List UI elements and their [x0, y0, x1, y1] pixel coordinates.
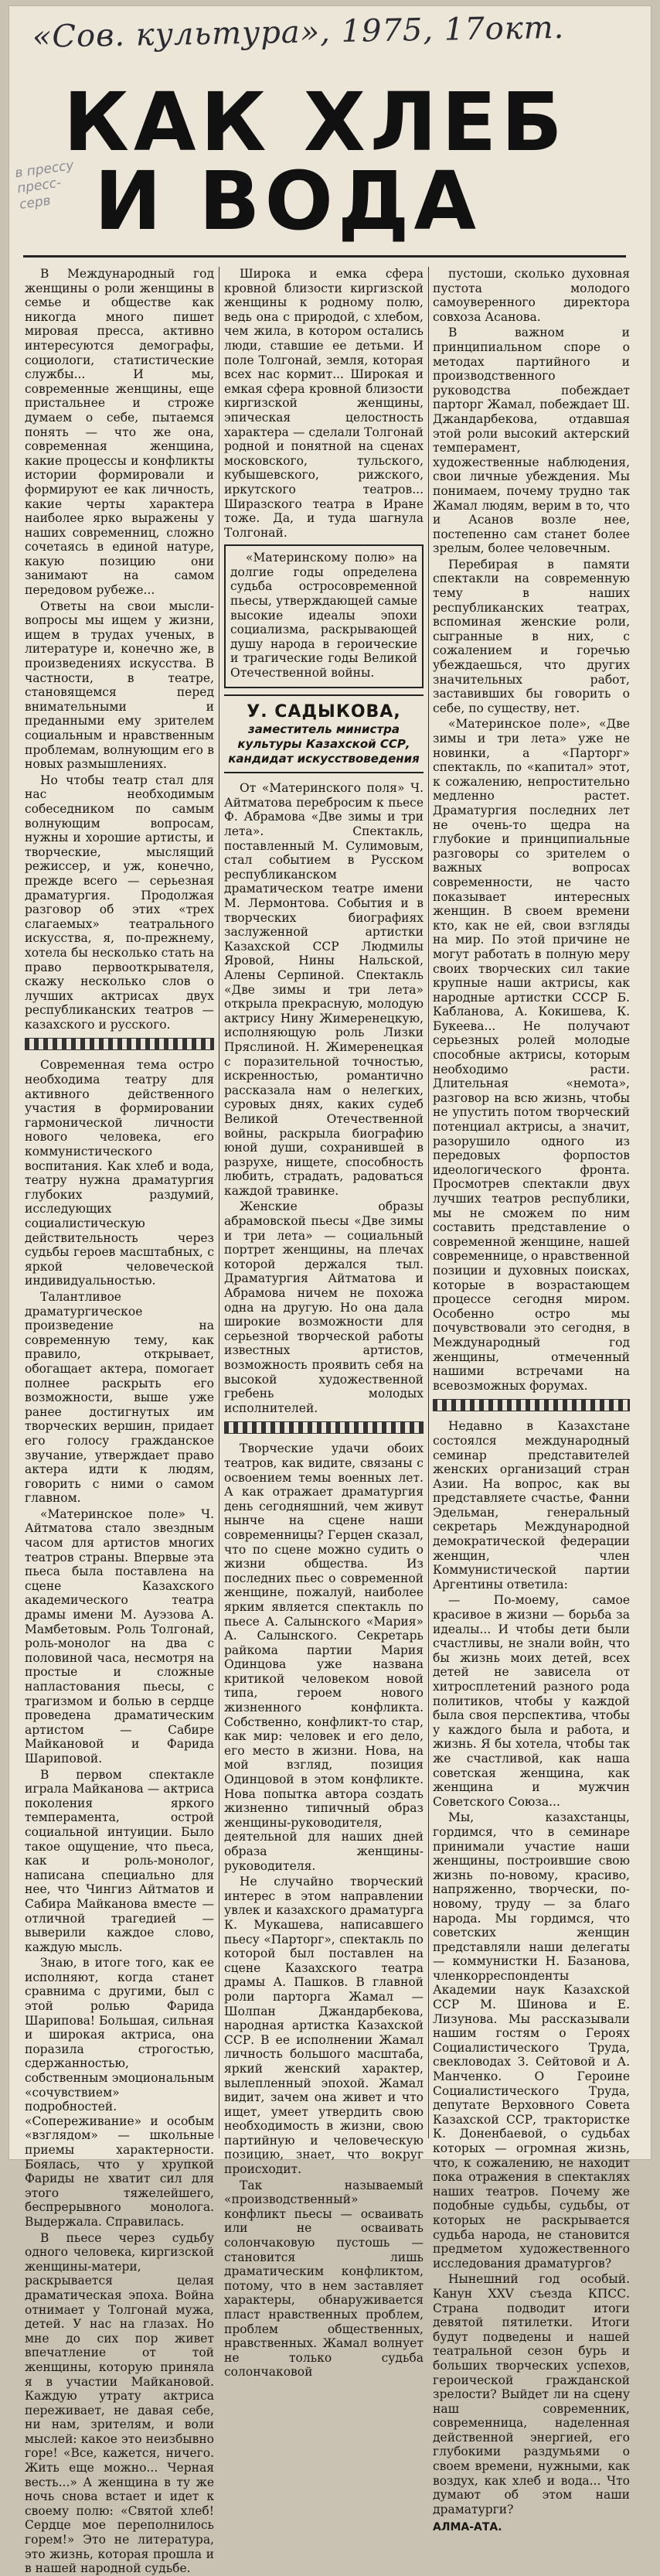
paragraph: Так называемый «производственный» конфликт пьесы — осваивать или не осваивать солончаковую пустошь — становится лишь драматическим конфликтом, потому, что в нем заставляет характеры, обнаруживается пласт нравственных проблем, проблем общественных, нравственных. Жамал волнует не только судьба солончаковой	[224, 2178, 424, 2380]
article-column-1	[25, 267, 214, 2576]
paragraph: В Международный год женщины о роли женщины в семье и обществе как никогда много пишет мировая пресса, активно интересуются демографы, социологи, статистические службы... И мы, современные женщины, еще пристальнее и строже думаем о себе, пытаемся понять — что же она, современная женщина, какие процессы и конфликты истории формировали и формируют ее как личность, какие черты характера наиболее ярко выражены у наших современниц, сложно сочетаясь в единой натуре, какую позицию они занимают на самом передовом рубеже...	[25, 267, 214, 598]
section-divider	[433, 1399, 630, 1411]
paragraph: Ответы на свои мысли-вопросы мы ищем у жизни, ищем в трудах ученых, в литературе и, конечно же, в произведениях искусства. В частности, в театре, становящемся перед внимательными и преданными ему зрителем социальным и нравственным проблемам, волнующим его в новых размышлениях.	[25, 599, 214, 772]
section-divider	[25, 1038, 214, 1050]
handwritten-source-note: «Сов. культура», 1975, 17окт.	[32, 9, 565, 55]
paragraph: Нынешний год особый. Канун XXV съезда КПСС. Страна подводит итоги девятой пятилетки. Итоги будут подведены и нашей театральной сезон бурь и больших творческих успехов, героической гражданской зрелости? Выйдет ли на сцену наш современник, современница, наделенная действенной энергией, его глубокими раздумьями о своем времени, нужными, как воздух, как хлеб и вода... Что думают об этом наши драматурги?	[433, 2272, 630, 2516]
paragraph: Недавно в Казахстане состоялся международный семинар представителей женских организаций стран Азии. На вопрос, как вы представляете счастье, Фанни Эдельман, генеральный секретарь Международной демократической федерации женщин, член Коммунистической партии Аргентины ответила:	[433, 1419, 630, 1592]
article-headline	[63, 75, 635, 261]
paragraph: Широка и емка сфера кровной близости киргизской женщины к родному полю, ведь она с природой, с хлебом, чем жила, в котором остались люди, ставшие ее детьми. И поле Толгонай, земля, которая всех нас кормит... Широкая и емкая сфера кровной близости киргизской женщины, эпическая целостность характера — сделали Толгонай родной и понятной на сценах московского, тульского, кубышевского, рижского, иркутского театров... Ширазского театра в Иране тоже. Да, и туда шагнула Толгонай.	[224, 267, 424, 540]
paragraph: Женские образы абрамовской пьесы «Две зимы и три лета» — социальный портрет женщины, на плечах которой держался тыл. Драматургия Айтматова и Абрамова ничем не похожа одна на другую. Но она дала широкие возможности для серьезной творческой работы известных артистов, возможность проявить себя на высокой художественной гребень молодых исполнителей.	[224, 1199, 424, 1415]
paragraph: Творческие удачи обоих театров, как видите, связаны с освоением темы военных лет. А как отражает драматургия день сегодняшний, чем живут нынче на сцене наши современницы? Герцен сказал, что по сцене можно судить о жизни общества. Из последних пьес о современной женщине, пожалуй, наиболее ярким является спектакль по пьесе А. Салынского «Мария» А. Салынского. Секретарь райкома партии Мария Одинцова уже названа критикой человеком новой типа, героем нового жизненного конфликта. Собственно, конфликт-то стар, как мир: человек и его дело, его место в жизни. Нова, на мой взгляд, позиция Одинцовой в этом конфликте. Нова попытка автора создать жизненно типичный образ женщины-руководителя, деятельной для наших дней образа женщины-руководителя.	[224, 1442, 424, 1873]
article-column-2	[224, 267, 424, 2380]
author-byline	[224, 694, 424, 774]
highlighted-quote	[224, 544, 424, 688]
headline-line-1: КАК ХЛЕБ	[63, 75, 567, 169]
paragraph: Знаю, в итоге того, как ее исполняют, когда станет сравнима с другими, был с этой ролью Фарида Шарипова! Большая, сильная и широкая актриса, она поразила строгостью, сдержанностью, собственным эмоциональным «сочувствием» подробностей. «Сопереживание» и особым «взглядом» — школьные приемы характерности. Боялась, что у хрупкой Фариды не хватит сил для этого тяжелейшего, беспрерывного монолога. Выдержала. Справилась.	[25, 1956, 214, 2229]
column-divider-2	[428, 267, 429, 2138]
paragraph: От «Материнского поля» Ч. Айтматова перебросим к пьесе Ф. Абрамова «Две зимы и три лета». Спектакль, поставленный М. Сулимовым, стал событием в Русском республиканском драматическом театре имени М. Лермонтова. События и в творческих биографиях заслуженной артистки Казахской ССР Людмилы Яровой, Нины Нальской, Алены Серпиной. Спектакль «Две зимы и три лета» открыла прекрасную, молодую актрису Нину Жимеренецкую, исполняющую роль Лизки Пряслиной. Н. Жимеренецкая с поразительной точностью, искренностью, романтично рассказала нам о нелегких, суровых днях, каких судеб Великой Отечественной войны, раскрыла биографию юной души, сохранившей в разрухе, нищете, способность любить, страдать, радоваться каждой травинке.	[224, 781, 424, 1198]
author-role: заместитель министра культуры Казахской ССР, кандидат искусствоведения	[228, 722, 420, 766]
paragraph: «Материнскому полю» на долгие годы определена судьба остросовременной пьесы, утверждающей самые высокие идеалы эпохи социализма, раскрывающей душу народа в героические и трагические годы Великой Отечественной войны.	[230, 551, 417, 681]
paragraph: Современная тема остро необходима театру для активного действенного участия в формировании гармонической личности нового человека, его коммунистического воспитания. Как хлеб и вода, театру нужна драматургия глубоких раздумий, исследующих социалистическую действительность через судьбы героев масштабных, с яркой человеческой индивидуальностью.	[25, 1058, 214, 1288]
paragraph: Не случайно творческий интерес в этом направлении увлек и казахского драматурга К. Мукашева, написавшего пьесу «Парторг», спектакль по которой был поставлен на сцене Казахского театра драмы А. Пашков. В главной роли парторга Жамал — Шолпан Джандарбекова, народная артистка Казахской ССР. В ее исполнении Жамал личность большого масштаба, яркий женский характер, вылепленный эпохой. Жамал видит, зачем она живет и что ищет, умеет утвердить свою необходимость в жизни, свою партийную и человеческую позицию, знает, что вокруг происходит.	[224, 1875, 424, 2177]
paragraph: Но чтобы театр стал для нас необходимым собеседником по самым волнующим вопросам, нужны и хорошие артисты, и творческие, мыслящий режиссер, и уж, конечно, прежде всего — серьезная драматургия. Продолжая разговор об этих «трех слагаемых» театрального искусства, я, по-прежнему, хотела бы несколько стать на право первооткрывателя, скажу несколько слов о лучших актрисах двух республиканских театров — казахского и русского.	[25, 773, 214, 1032]
paragraph: В пьесе через судьбу одного человека, киргизской женщины-матери, раскрывается целая драматическая эпоха. Война отнимает у Толгонай мужа, детей. У нас на глазах. Но мне до сих пор живет впечатление от той женщины, которую приняла я в участии Майкановой. Каждую утрату актриса переживает, не давая себе, ни нам, зрителям, и воли мыслей: какое это неизбывно горе! «Все, кажется, ничего. Жить еще можно... Черная весть...» А женщина в ту же ночь снова встает и идет к своему полю: «Святой хлеб! Сердце мое переполнилось горем!» Это не литература, это жизнь, которая прошла и в нашей народной судьбе.	[25, 2230, 214, 2576]
section-divider	[224, 1421, 424, 1434]
article-column-3	[433, 267, 631, 2534]
paragraph: Перебирая в памяти спектакли на современную тему в наших республиканских театрах, вспоминая женские роли, сыгранные в них, с сожалением и горечью убеждаешься, что других значительных работ, заставивших бы говорить о себе, по существу, нет.	[433, 557, 630, 715]
headline-rule	[23, 255, 626, 258]
paragraph: В важном и принципиальном споре о методах партийного и производственного руководства побеждает парторг Жамал, побеждает Ш. Джандарбекова, отдавшая этой роли высокий актерский темперамент, художественные наблюдения, свои личные убеждения. Мы понимаем, почему трудно так Жамал людям, верим в то, что и Асанов возле нее, постепенно сам станет более зрелым, более человечным.	[433, 326, 630, 556]
author-name: У. САДЫКОВА,	[247, 701, 401, 722]
paragraph: В первом спектакле играла Майканова — актриса поколения яркого темперамента, острой социальной интуиции. Было такое ощущение, что пьеса, как и роль-монолог, написана специально для нее, что Чингиз Айтматов и Сабира Майканова вместе — отличной трагедией — выверили каждое слово, каждую мысль.	[25, 1767, 214, 1954]
paragraph: Мы, казахстанцы, гордимся, что в семинаре принимали участие наши женщины, построившие свою жизнь по-новому, красиво, напряженно, творчески, по-новому, труду — за благо народа. Мы гордимся, что советских женщин представляли наши делегаты — коммунистки Н. Базанова, членкорреспонденты Академии наук Казахской ССР М. Шинова и Е. Лизунова. Мы рассказывали нашим гостям о Героях Социалистического Труда, свекловодах З. Сейтовой и А. Манченко. О Героине Социалистического Труда, депутате Верховного Совета Казахской ССР, трактористке К. Доненбаевой, о судьбах которых — огромная жизнь, что, к сожалению, не находит пока отражения в спектаклях наших театров. Почему же подобные судьбы, судьбы, от которых не раскрывается судьба народа, не становится предметом художественного исследования драматургов?	[433, 1810, 630, 2271]
paragraph: — По-моему, самое красивое в жизни — борьба за идеалы... И чтобы дети были счастливы, не знали войн, что бы жизнь моих детей, всех детей не зависела от хитросплетений разного рода политиков, чтобы у каждой была своя перспектива, чтобы у каждого была и работа, и жизнь. Я бы хотела, чтобы так же счастливой, как наша советская женщина, как женщина и мужчин Советского Союза...	[433, 1593, 630, 1809]
dateline-signoff: АЛМА-АТА.	[433, 2521, 502, 2534]
paragraph: «Материнское поле», «Две зимы и три лета» уже не новинки, а «Парторг» спектакль, по «капитал» этот, к сожалению, непростительно медленно растет. Драматургия последних лет не очень-то щедра на глубокие и принципиальные разговоры со зрителем о важных вопросах современности, не часто показывает интересных женщин. В своем времени кто, как не ей, свои взгляды на мир. По этой причине не могут работать в полную меру своих творческих сил такие крупные наши актрисы, как народные артистки СССР Б. Кабланова, А. Кокишева, К. Букеева... Не получают серьезных ролей молодые способные актрисы, которым необходимо расти. Длительная «немота», разговор на всю жизнь, чтобы не упустить потом творческий потенциал актрисы, а значит, разорушило одного из передовых форпостов идеологического фронта. Просмотрев спектакли двух лучших театров республики, мы не сможем по ним составить представление о современной женщине, нашей современнице, о нравственной позиции и духовных поисках, которые в возрастающем процессе сегодня миром. Особенно остро мы почувствовали это сегодня, в Международный год женщины, отмеченный нашими встречами на всевозможных форумах.	[433, 717, 631, 1393]
paragraph: пустоши, сколько духовная пустота молодого самоуверенного директора совхоза Асанова.	[433, 267, 630, 324]
paragraph: Талантливое драматургическое произведение на современную тему, как правило, открывает, обогащает актера, помогает полнее раскрыть его возможности, выше уже ранее достигнутых им творческих вершин, придает его голосу гражданское звучание, утверждает право актера идти к людям, говорить с ними о самом главном.	[25, 1289, 214, 1506]
headline-line-2: И ВОДА	[94, 153, 481, 248]
paragraph: «Материнское поле» Ч. Айтматова стало звездным часом для артистов многих театров страны. Впервые эта пьеса была поставлена на сцене Казахского академического театра драмы имени М. Ауэзова А. Мамбетовым. Роль Толгонай, роль-монолог на два с половиной часа, несмотря на простые и сложные напластования пьесы, с трагизмом и болью в сердце проведена драматическим артистом — Сабире Майкановой и Фарида Шариповой.	[25, 1506, 214, 1766]
margin-handwritten-note: в прессу пресс-серв	[14, 157, 75, 213]
